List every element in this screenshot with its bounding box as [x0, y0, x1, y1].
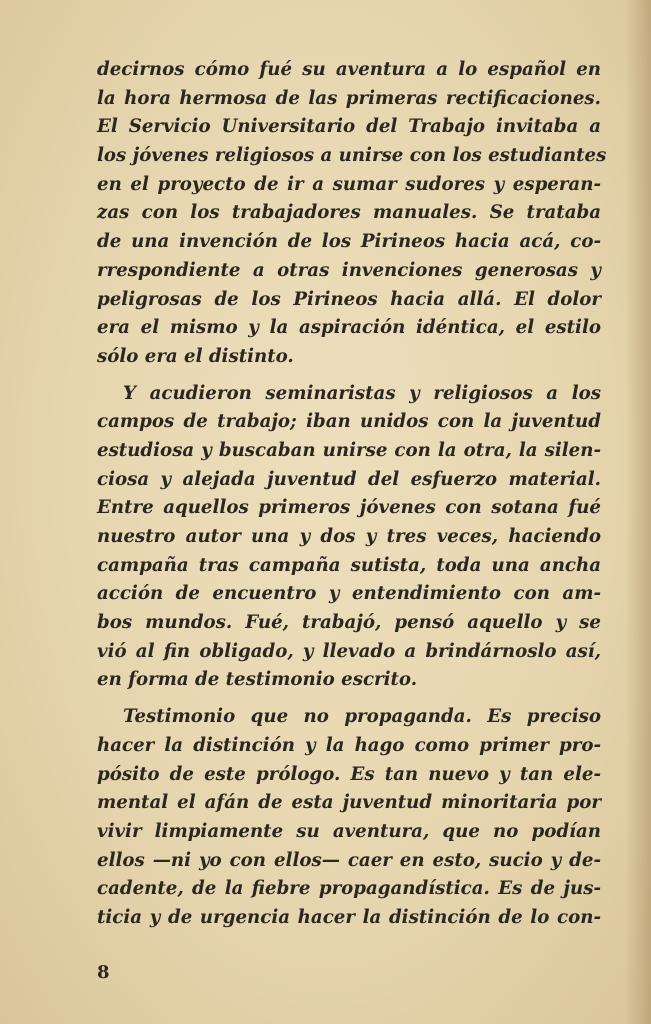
text-line: en el proyecto de ir a sumar sudores y esperan- [97, 173, 601, 195]
text-line: bos mundos. Fué, trabajó, pensó aquello y se [97, 612, 601, 634]
paragraph-2 [97, 380, 601, 696]
text-line: nuestro autor una y dos y tres veces, haciendo [97, 526, 601, 547]
text-line: hacer la distinción y la hago como primer pro- [97, 734, 601, 756]
text-line: era el mismo y la aspiración idéntica, el estilo [97, 317, 601, 339]
text-line: Testimonio que no propaganda. Es preciso [123, 706, 601, 728]
text-line: vivir limpiamente su aventura, que no podían [97, 820, 601, 842]
page-edge-shadow [625, 0, 651, 1024]
page-number: 8 [97, 962, 110, 983]
text-line: mental el afán de esta juventud minoritaria por [97, 792, 601, 814]
text-line: peligrosas de los Pirineos hacia allá. El dolor [97, 288, 601, 310]
text-line: zas con los trabajadores manuales. Se trataba [97, 202, 601, 224]
paragraph-3 [97, 703, 601, 933]
text-line: El Servicio Universitario del Trabajo invitaba a [97, 116, 601, 138]
text-line: en forma de testimonio escrito. [97, 669, 418, 691]
text-line: estudiosa y buscaban unirse con la otra, la silen- [97, 439, 601, 461]
text-line: sólo era el distinto. [97, 345, 294, 367]
text-line: vió al fin obligado, y llevado a brindárnoslo así, [97, 640, 601, 662]
text-line: ciosa y alejada juventud del esfuerzo material. [97, 468, 601, 490]
text-line: de una invención de los Pirineos hacia acá, co- [97, 231, 601, 253]
text-line: ticia y de urgencia hacer la distinción de lo con- [97, 906, 601, 928]
text-line: decirnos cómo fué su aventura a lo español en [97, 59, 601, 80]
text-line: rrespondiente a otras invenciones generosas y [97, 259, 601, 281]
text-line: Entre aquellos primeros jóvenes con sotana fué [97, 497, 601, 519]
body-text [97, 56, 607, 941]
text-line: la hora hermosa de las primeras rectificaciones. [97, 87, 601, 109]
paragraph-1 [97, 56, 607, 372]
text-line: cadente, de la fiebre propagandística. Es de jus- [97, 878, 601, 900]
text-line: campaña tras campaña sutista, toda una ancha [97, 554, 601, 576]
text-line: campos de trabajo; iban unidos con la juventud [97, 411, 601, 433]
text-line: acción de encuentro y entendimiento con am- [97, 583, 601, 605]
text-line: pósito de este prólogo. Es tan nuevo y tan ele- [97, 763, 601, 785]
text-line: los jóvenes religiosos a unirse con los estudiantes [97, 145, 607, 167]
text-line: Y acudieron seminaristas y religiosos a los [123, 382, 601, 404]
text-line: ellos —ni yo con ellos— caer en esto, sucio y de- [97, 849, 601, 871]
